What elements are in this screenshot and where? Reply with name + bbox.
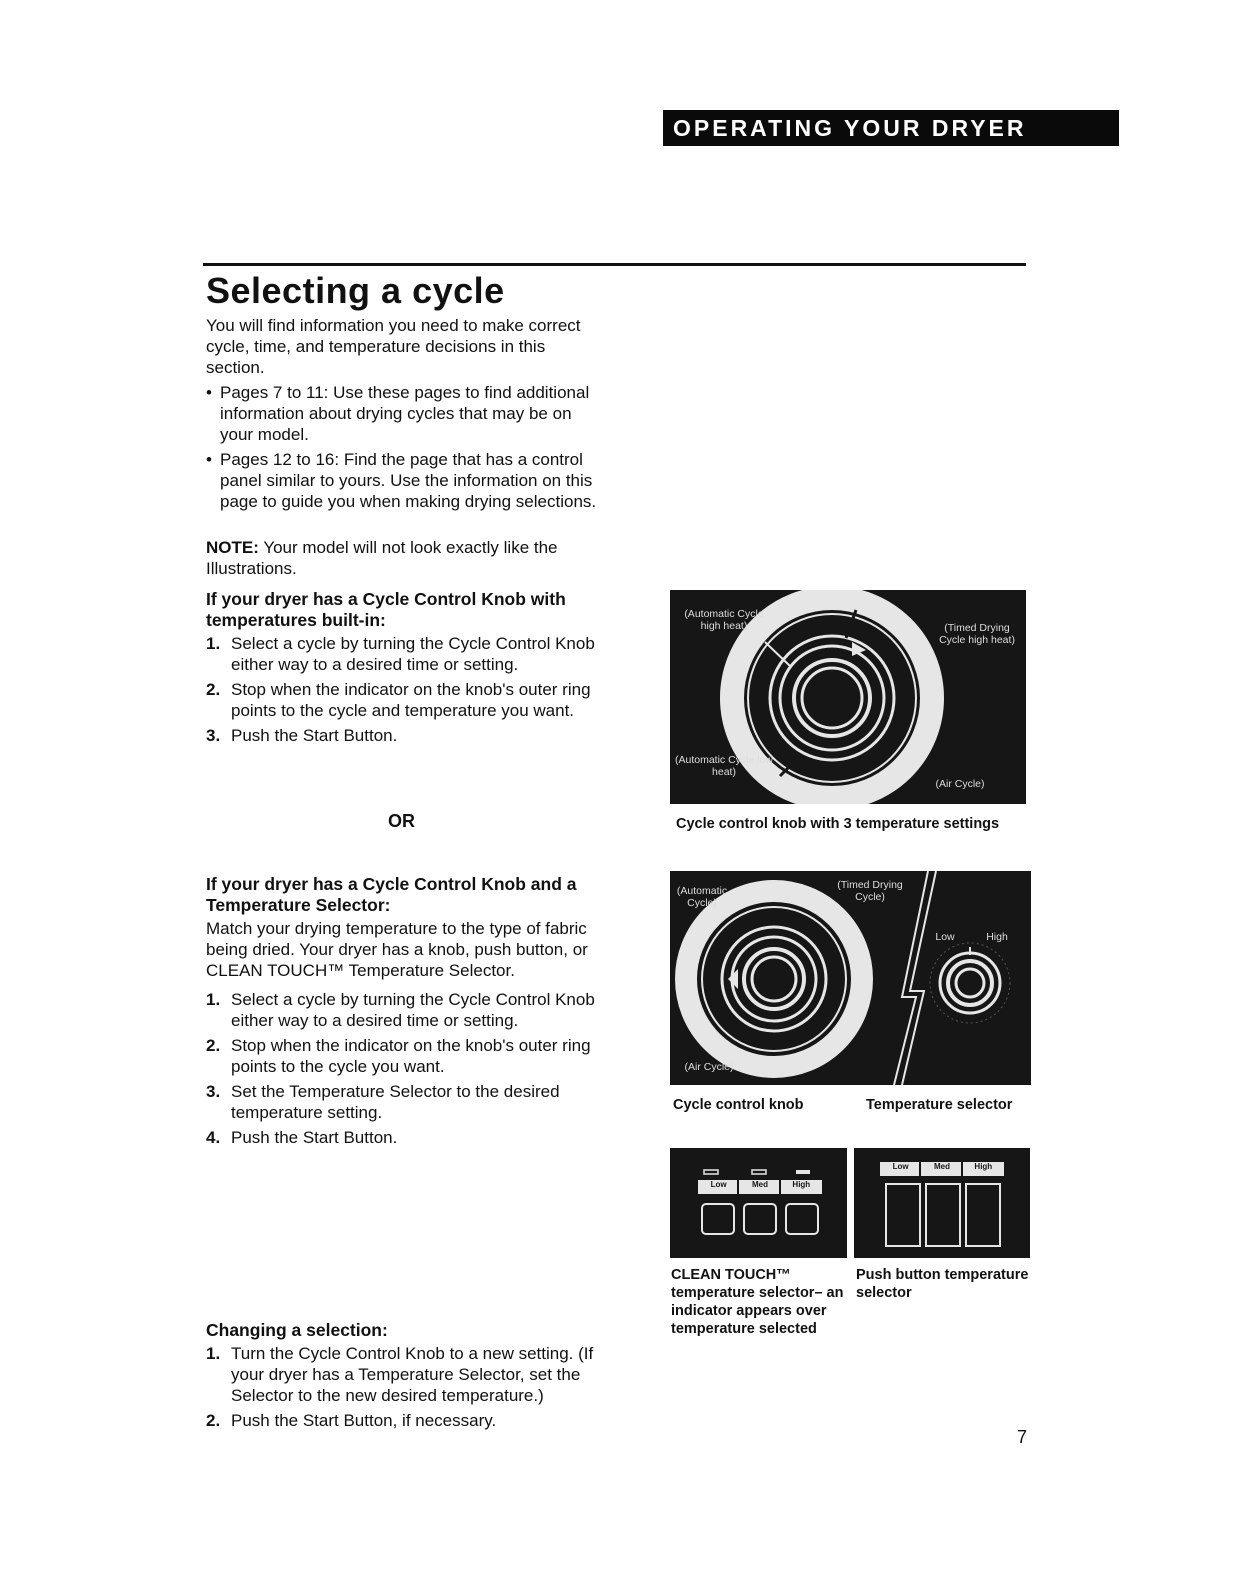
step-item (206, 1343, 626, 1406)
label-automatic-cycle: (Automatic Cycle) (676, 885, 728, 909)
page-title: Selecting a cycle (206, 270, 505, 311)
step-number: 1. (206, 634, 221, 653)
step-text: Push the Start Button, if necessary. (231, 1411, 497, 1430)
section-heading: Changing a selection: (206, 1320, 388, 1340)
label-automatic-low: (Automatic Cycle low heat) (674, 754, 774, 778)
temp-label-high: High (792, 1180, 811, 1189)
temp-label-high: High (974, 1162, 993, 1171)
step-list (206, 1343, 626, 1431)
figure-caption: Push button temperature selector (856, 1267, 1029, 1301)
intro-section (206, 315, 606, 516)
clean-touch-illustration (670, 1148, 847, 1258)
step-item (206, 725, 606, 746)
step-text: Push the Start Button. (231, 726, 398, 745)
step-number: 2. (206, 680, 221, 699)
step-text: Stop when the indicator on the knob's outer ring points to the cycle and temperature you want. (231, 680, 591, 720)
step-list (206, 989, 606, 1148)
intro-text: You will find information you need to make correct cycle, time, and temperature decisions in this section. (206, 316, 581, 377)
step-number: 2. (206, 1036, 221, 1055)
step-item (206, 1127, 606, 1148)
step-text: Select a cycle by turning the Cycle Control Knob either way to a desired time or setting. (231, 634, 595, 674)
temp-label-med: Med (751, 1180, 768, 1189)
note-text: Your model will not look exactly like the Illustrations. (206, 538, 558, 578)
step-item (206, 1035, 606, 1077)
step-text: Select a cycle by turning the Cycle Control Knob either way to a desired time or setting. (231, 990, 595, 1030)
section-heading: If your dryer has a Cycle Control Knob with temperatures built-in: (206, 589, 566, 630)
clean-touch-figure (670, 1148, 847, 1258)
temp-label-low: Low (710, 1180, 727, 1189)
built-in-temperature-section (206, 589, 606, 750)
step-text: Set the Temperature Selector to the desired temperature setting. (231, 1082, 560, 1122)
section-banner: OPERATING YOUR DRYER (663, 110, 1119, 146)
note (206, 537, 606, 579)
intro-bullets (206, 382, 606, 512)
step-item (206, 1081, 606, 1123)
step-list (206, 633, 606, 746)
step-item (206, 679, 606, 721)
step-text: Push the Start Button. (231, 1128, 398, 1147)
figure-caption-knob: Cycle control knob (673, 1097, 804, 1113)
label-air-cycle: (Air Cycle) (935, 778, 985, 790)
changing-selection-section (206, 1320, 626, 1435)
label-air-cycle: (Air Cycle) (684, 1061, 734, 1073)
step-number: 1. (206, 1344, 221, 1363)
label-timed-high: (Timed Drying Cycle high heat) (939, 622, 1015, 646)
step-number: 3. (206, 1082, 221, 1101)
step-number: 3. (206, 726, 221, 745)
step-text: Stop when the indicator on the knob's outer ring points to the cycle you want. (231, 1036, 591, 1076)
title-rule (203, 263, 1026, 266)
intro-bullet: • Pages 7 to 11: Use these pages to find additional information about drying cycles that may be on your model. (206, 382, 606, 445)
step-number: 4. (206, 1128, 221, 1147)
temp-label-low: Low (892, 1162, 909, 1171)
step-number: 1. (206, 990, 221, 1009)
figure-caption-selector: Temperature selector (866, 1097, 1013, 1113)
knob-and-selector-figure (670, 871, 1031, 1085)
temp-label-med: Med (933, 1162, 950, 1171)
push-button-figure (854, 1148, 1030, 1258)
temperature-selector-section (206, 874, 606, 1152)
step-item (206, 989, 606, 1031)
intro-bullet: • Pages 12 to 16: Find the page that has a control panel similar to yours. Use the information on this page to guide you when making drying selections. (206, 449, 606, 512)
step-item (206, 1410, 626, 1431)
section-paragraph: Match your drying temperature to the type of fabric being dried. Your dryer has a knob, push button, or CLEAN TOUCH™ Temperature Selector. (206, 919, 588, 980)
page-number: 7 (1017, 1427, 1028, 1447)
figure-caption: CLEAN TOUCH™ temperature selector– an indicator appears over temperature selected (671, 1267, 844, 1337)
label-low: Low (935, 931, 955, 943)
step-number: 2. (206, 1411, 221, 1430)
label-timed-drying-cycle: (Timed Drying Cycle) (837, 879, 903, 903)
or-label: OR (388, 811, 415, 831)
label-high: High (986, 931, 1008, 943)
cycle-knob-figure (670, 590, 1026, 804)
note-label: NOTE: (206, 538, 259, 557)
label-automatic-high: (Automatic Cycle high heat) (684, 608, 764, 632)
step-text: Turn the Cycle Control Knob to a new setting. (If your dryer has a Temperature Selector, set the Selector to the new desired temperature.) (231, 1344, 594, 1405)
step-item (206, 633, 606, 675)
section-heading: If your dryer has a Cycle Control Knob and a Temperature Selector: (206, 874, 577, 915)
figure-caption: Cycle control knob with 3 temperature settings (676, 816, 1000, 832)
